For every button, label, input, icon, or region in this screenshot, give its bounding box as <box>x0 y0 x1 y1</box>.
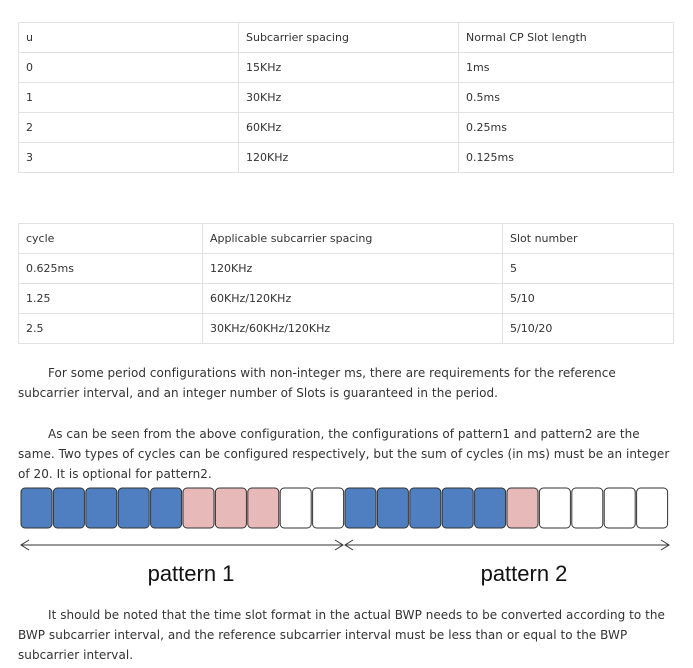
table-header-row <box>19 23 674 53</box>
slot-downlink <box>118 488 149 528</box>
table-cell: 0.625ms <box>19 254 203 284</box>
table-cell: 120KHz <box>239 143 459 173</box>
slot-flexible <box>215 488 246 528</box>
paragraph-period-config: For some period configurations with non-integer ms, there are requirements for the reference subcarrier interval, and an integer number of Slots is guaranteed in the period. <box>18 366 616 400</box>
pattern1-label: pattern 1 <box>147 561 235 586</box>
table-cell: 0.25ms <box>459 113 674 143</box>
paragraph-pattern-config: As can be seen from the above configuration, the configurations of pattern1 and pattern2 are the same. Two types of cycles can be configured respectively, but the sum of cycles (in ms) must be an integer of 20. It is optional for pattern2. <box>18 427 670 481</box>
table-cell: 3 <box>19 143 239 173</box>
header-cell: cycle <box>19 224 203 254</box>
subcarrier-slot-length-table <box>18 22 674 173</box>
table-cell: 30KHz/60KHz/120KHz <box>203 314 503 344</box>
slot-downlink <box>410 488 441 528</box>
slot-flexible <box>507 488 538 528</box>
table-cell: 1.25 <box>19 284 203 314</box>
table-cell: 0.5ms <box>459 83 674 113</box>
paragraph-bwp-note: It should be noted that the time slot format in the actual BWP needs to be converted according to the BWP subcarrier interval, and the reference subcarrier interval must be less than or equal to the BWP subcarrier interval. <box>18 608 665 662</box>
table-cell: 2.5 <box>19 314 203 344</box>
slot-downlink <box>475 488 506 528</box>
table-cell: 2 <box>19 113 239 143</box>
slot-downlink <box>86 488 117 528</box>
table-cell: 1 <box>19 83 239 113</box>
header-cell: Slot number <box>503 224 674 254</box>
slot-downlink <box>151 488 182 528</box>
header-cell: Applicable subcarrier spacing <box>203 224 503 254</box>
pattern2-label: pattern 2 <box>480 561 568 586</box>
slot-uplink <box>280 488 311 528</box>
table-row <box>19 314 674 344</box>
slot-flexible <box>183 488 214 528</box>
pattern2-arrow <box>345 540 669 550</box>
slot-uplink <box>313 488 344 528</box>
table-row <box>19 143 674 173</box>
slot-uplink <box>604 488 635 528</box>
slot-uplink <box>539 488 570 528</box>
slot-downlink <box>442 488 473 528</box>
table-row <box>19 83 674 113</box>
slot-downlink <box>21 488 52 528</box>
table-row <box>19 113 674 143</box>
slot-row <box>21 488 668 528</box>
slot-downlink <box>53 488 84 528</box>
table-row <box>19 254 674 284</box>
slot-downlink <box>345 488 376 528</box>
table-cell: 5/10/20 <box>503 314 674 344</box>
table-row <box>19 53 674 83</box>
slot-flexible <box>248 488 279 528</box>
header-cell: u <box>19 23 239 53</box>
slot-downlink <box>377 488 408 528</box>
slot-uplink <box>572 488 603 528</box>
slot-pattern-diagram <box>0 478 693 603</box>
table-cell: 0.125ms <box>459 143 674 173</box>
table-cell: 1ms <box>459 53 674 83</box>
table-cell: 30KHz <box>239 83 459 113</box>
table-cell: 5 <box>503 254 674 284</box>
table-cell: 60KHz/120KHz <box>203 284 503 314</box>
table-row <box>19 284 674 314</box>
header-cell: Normal CP Slot length <box>459 23 674 53</box>
table-header-row <box>19 224 674 254</box>
pattern1-arrow <box>21 540 343 550</box>
slot-uplink <box>637 488 668 528</box>
table-cell: 0 <box>19 53 239 83</box>
cycle-slot-number-table <box>18 223 674 344</box>
table-cell: 120KHz <box>203 254 503 284</box>
table-cell: 15KHz <box>239 53 459 83</box>
table-cell: 60KHz <box>239 113 459 143</box>
header-cell: Subcarrier spacing <box>239 23 459 53</box>
table-cell: 5/10 <box>503 284 674 314</box>
